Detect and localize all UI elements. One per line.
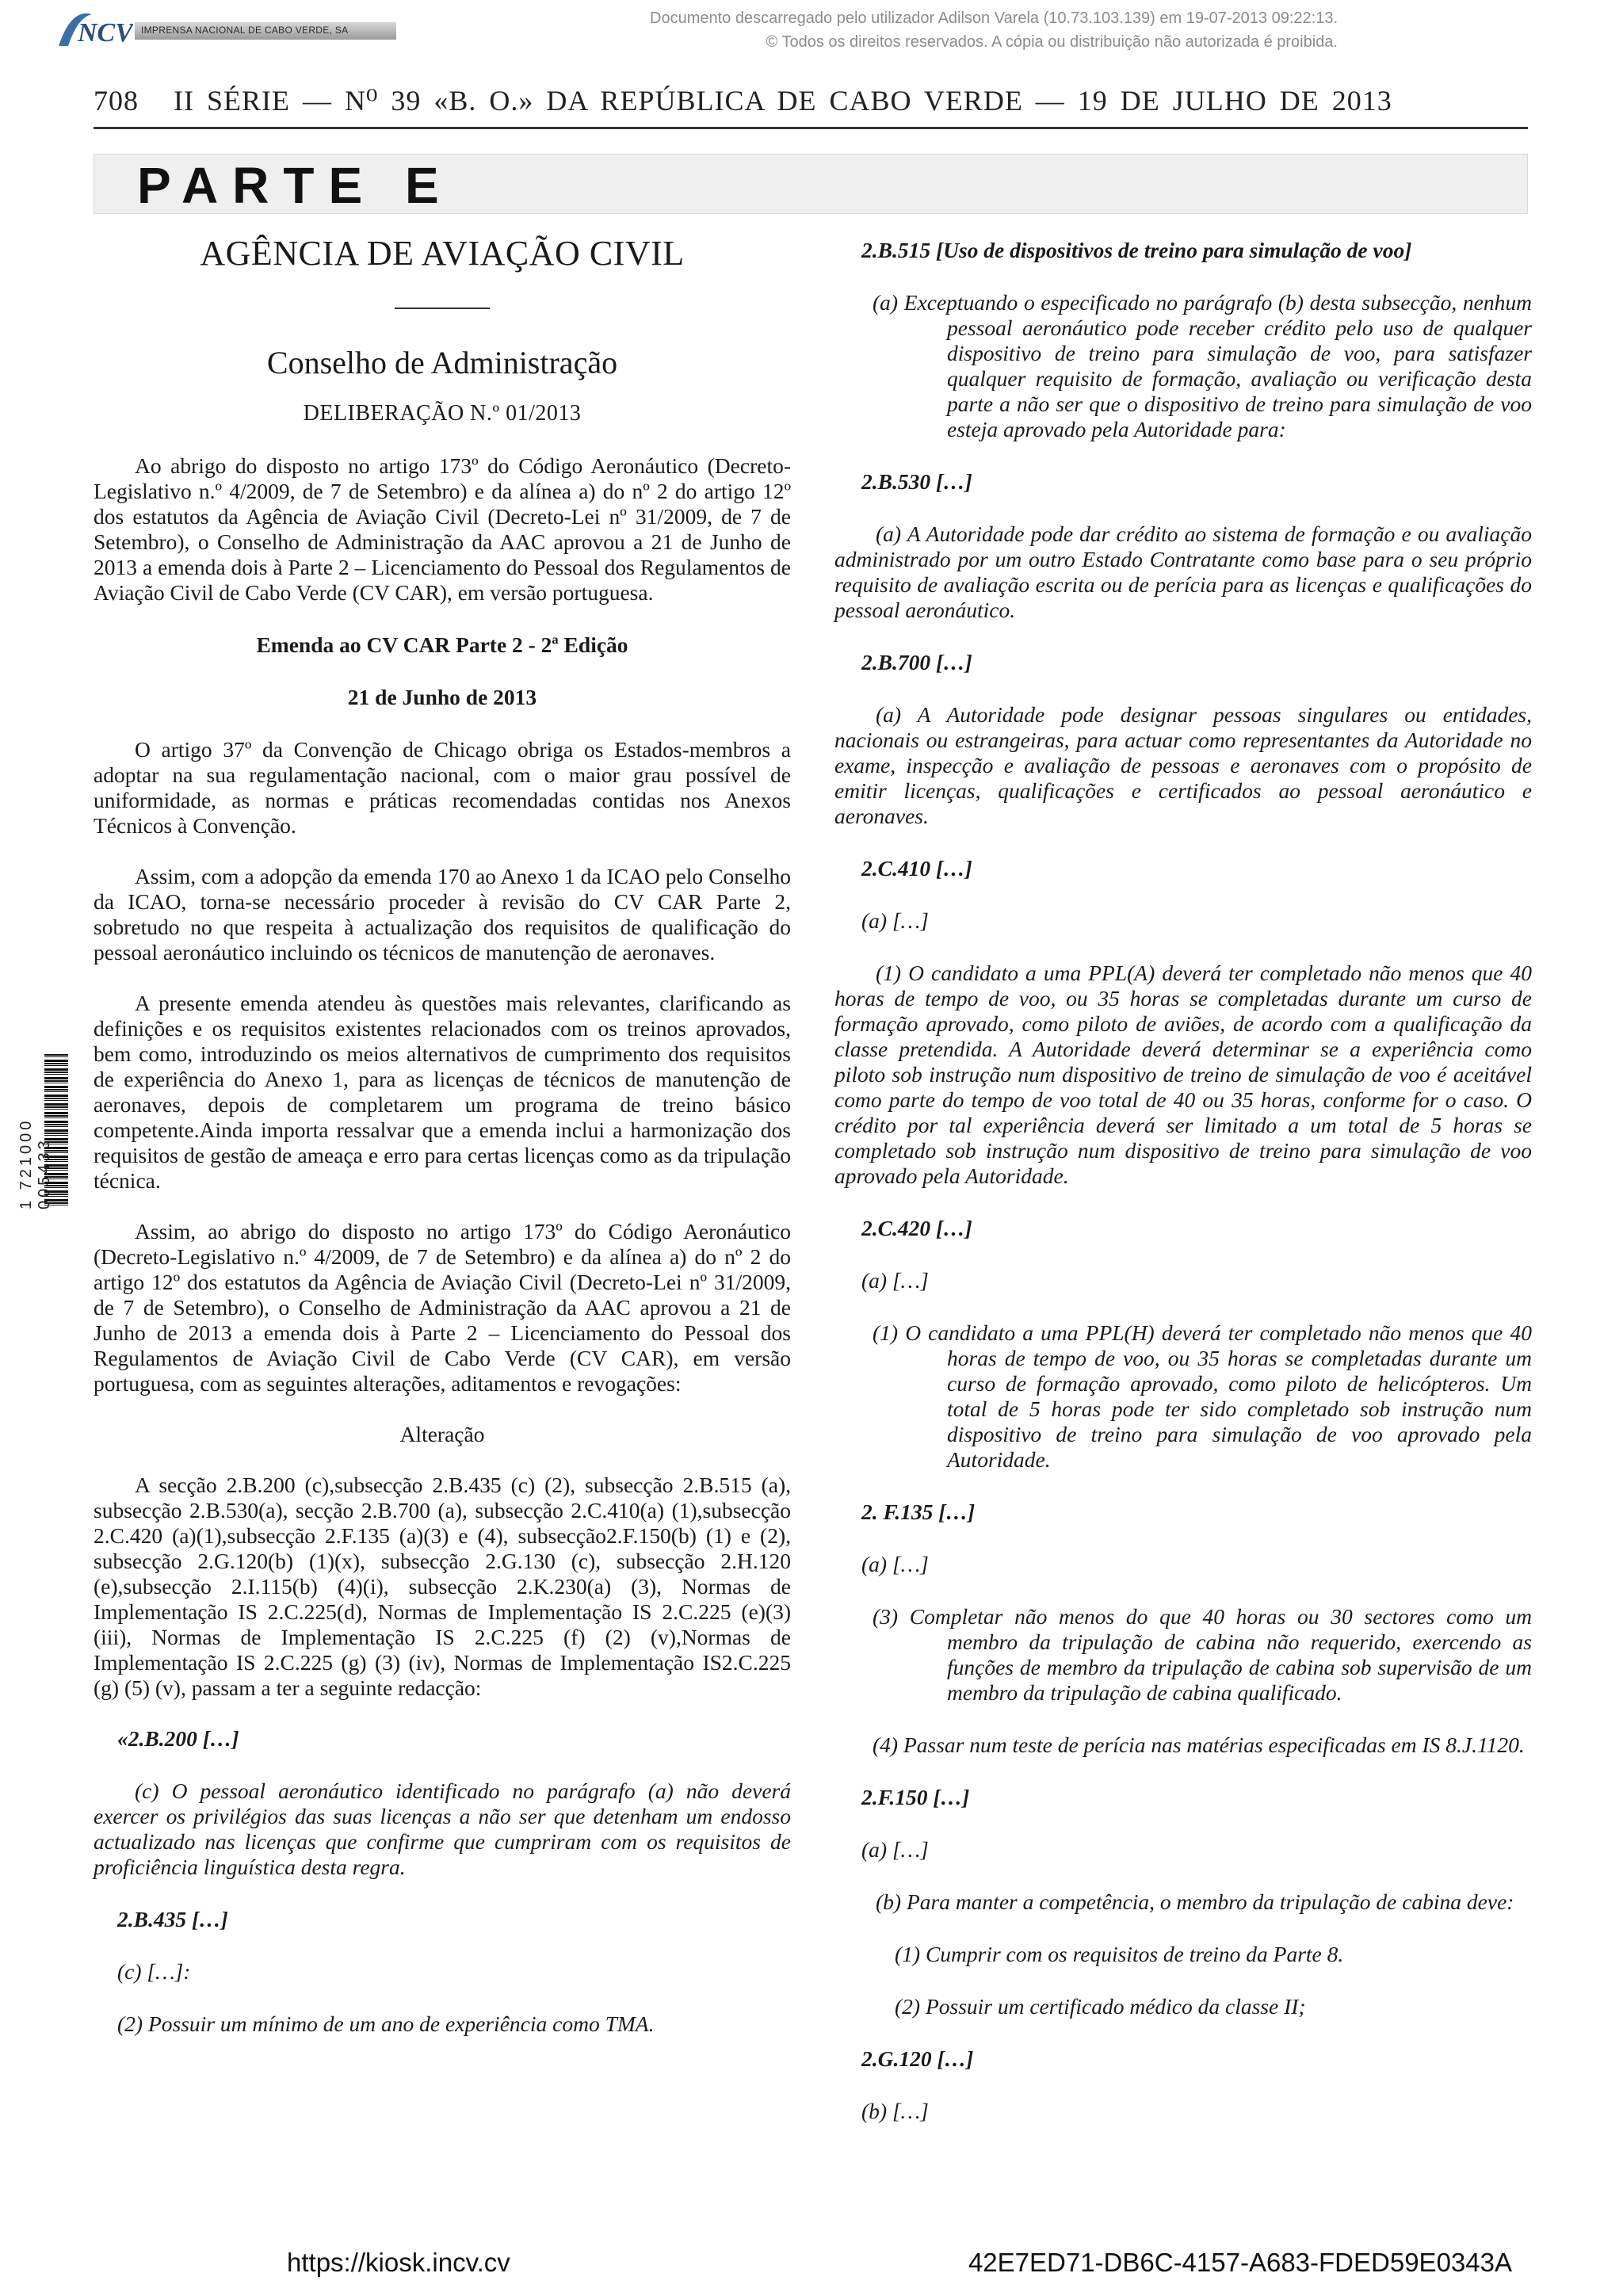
- alteracao-heading: Alteração: [399, 1422, 485, 1446]
- section-2b700-a: (a) A Autoridade pode designar pessoas singulares ou entidades, nacionais ou estrangeiras, para actuar como representantes da Autoridade no exame, inspecção e avaliação de pessoas e aeronaves com o propósito de emitir licenças, qualificações e certificados ao pessoal aeronáutico e aeronaves.: [834, 702, 1532, 828]
- running-head: [94, 84, 1528, 122]
- deliberation-number: DELIBERAÇÃO N.º 01/2013: [303, 401, 582, 426]
- publisher-name: IMPRENSA NACIONAL DE CABO VERDE, SA: [141, 25, 349, 36]
- section-2b200-heading: «2.B.200 […]: [117, 1726, 239, 1751]
- section-2b435-heading: 2.B.435 […]: [117, 1907, 228, 1931]
- section-2b700-heading: 2.B.700 […]: [861, 650, 972, 674]
- section-2f135-3: (3) Completar não menos do que 40 horas ou 30 sectores como um membro da tripulação de cabina não requerido, exercendo as funções de membro da tripulação de cabina sob supervisão de um membro da tripulação de cabina qualificado.: [873, 1604, 1532, 1705]
- barcode-number: 1 721000 005433: [17, 1117, 53, 1209]
- section-2b200-c: (c) O pessoal aeronáutico identificado no parágrafo (a) não deverá exercer os privilégios das suas licenças a não ser que detenham um endosso actualizado nas licenças que confirme que cumpriram com os requisitos de proficiência linguística desta regra.: [94, 1778, 791, 1879]
- section-2c420-heading: 2.C.420 […]: [861, 1216, 972, 1240]
- part-banner: [94, 154, 1528, 214]
- page-number: 708: [94, 85, 139, 117]
- download-notice: [650, 6, 1338, 54]
- paragraph-chicago: O artigo 37º da Convenção de Chicago obriga os Estados-membros a adoptar na sua regulamentação nacional, com o maior grau possível de uniformidade, as normas e práticas recomendadas contidas nos Anexos Técnicos à Convenção.: [94, 737, 791, 838]
- document-id: 42E7ED71-DB6C-4157-A683-FDED59E0343A: [968, 2248, 1512, 2277]
- section-2f150-a: (a) […]: [861, 1837, 929, 1862]
- section-2b515-a: (a) Exceptuando o especificado no parágrafo (b) desta subsecção, nenhum pessoal aeronáutico pode receber crédito pelo uso de qualquer dispositivo de treino para simulação de voo, para satisfazer qualquer requisito de formação, avaliação ou verificação desta parte a não ser que o dispositivo de treino para simulação de voo esteja aprovado pela Autoridade para:: [873, 290, 1532, 441]
- amendment-date: 21 de Junho de 2013: [347, 685, 537, 709]
- download-notice-line1: Documento descarregado pelo utilizador Adilson Varela (10.73.103.139) em 19-07-2013 09:22:13.: [650, 10, 1338, 27]
- left-column: [94, 230, 791, 2037]
- header-rule: [94, 127, 1528, 129]
- section-2b435-2: (2) Possuir um mínimo de um ano de experiência como TMA.: [117, 2011, 655, 2036]
- incv-logo-icon: [54, 6, 133, 52]
- section-2f150-heading: 2.F.150 […]: [861, 1785, 970, 1809]
- download-notice-line2: © Todos os direitos reservados. A cópia ou distribuição não autorizada é proibida.: [766, 33, 1338, 51]
- publication-title: II SÉRIE — N⁰ 39 «B. O.» DA REPÚBLICA DE CABO VERDE — 19 DE JULHO DE 2013: [174, 85, 1392, 117]
- paragraph-sections-list: A secção 2.B.200 (c),subsecção 2.B.435 (c) (2), subsecção 2.B.515 (a), subsecção 2.B.530(a), secção 2.B.700 (a), subsecção 2.C.410(a) (1),subsecção 2.C.420 (a)(1),subsecção 2.F.135 (a)(3) e (4), subsecção2.F.150(b) (1) e (2), subsecção 2.G.120(b) (1)(x), subsecção 2.G.130 (c), subsecção 2.H.120 (e),subsecção 2.I.115(b) (4)(i), subsecção 2.K.230(a) (3), Normas de Implementação IS 2.C.225(d), Normas de Implementação IS 2.C.225 (e)(3) (iii), Normas de Implementação IS 2.C.225 (f) (2) (v),Normas de Implementação IS 2.C.225 (g) (3) (iv), Normas de Implementação IS2.C.225 (g) (5) (v), passam a ter a seguinte redacção:: [94, 1473, 791, 1700]
- section-2c410-1: (1) O candidato a uma PPL(A) deverá ter completado não menos que 40 horas de tempo de voo, ou 35 horas se completadas durante um curso de formação aprovado, como piloto de aviões, de acordo com a qualificação da classe pretendida. A Autoridade deverá determinar se a experiência como piloto sob instrução num dispositivo de treino de simulação de voo é aceitável como parte do tempo de voo total de 40 ou 35 horas, conforme for o caso. O crédito por tal experiência deverá ser limitado a um total de 5 horas se completado sob instrução num dispositivo de treino para simulação de voo aprovado pela Autoridade.: [834, 961, 1532, 1188]
- section-2b515-heading: 2.B.515 [Uso de dispositivos de treino para simulação de voo]: [861, 238, 1412, 262]
- section-2f135-a: (a) […]: [861, 1552, 929, 1576]
- agency-title: AGÊNCIA DE AVIAÇÃO CIVIL: [200, 234, 685, 273]
- section-2c410-a: (a) […]: [861, 908, 929, 933]
- right-column: [834, 230, 1532, 2124]
- svg-text:NCV: NCV: [78, 18, 133, 48]
- board-title: Conselho de Administração: [266, 345, 618, 380]
- section-2f135-heading: 2. F.135 […]: [861, 1499, 976, 1524]
- part-title: PARTE E: [137, 157, 453, 214]
- kiosk-url[interactable]: https://kiosk.incv.cv: [287, 2248, 510, 2277]
- section-2f135-4: (4) Passar num teste de perícia nas matérias especificadas em IS 8.J.1120.: [873, 1733, 1525, 1757]
- intro-paragraph: Ao abrigo do disposto no artigo 173º do Código Aeronáutico (Decreto-Legislativo n.º 4/2009, de 7 de Setembro) e da alínea a) do nº 2 do artigo 12º dos estatutos da Agência de Aviação Civil (Decreto-Lei nº 31/2009, de 7 de Setembro), o Conselho de Administração da AAC aprovou a 21 de Junho de 2013 a emenda dois à Parte 2 – Licenciamento do Pessoal dos Regulamentos de Aviação Civil de Cabo Verde (CV CAR), em versão portuguesa.: [94, 453, 791, 605]
- section-2f150-2: (2) Possuir um certificado médico da classe II;: [895, 1994, 1306, 2019]
- publisher-logo: [48, 3, 396, 55]
- paragraph-approval: Assim, ao abrigo do disposto no artigo 173º do Código Aeronáutico (Decreto-Legislativo n.º 4/2009, de 7 de Setembro) e da alínea a) do nº 2 do artigo 12º dos estatutos da Agência de Aviação Civil (Decreto-Lei nº 31/2009, de 7 de Setembro), o Conselho de Administração da AAC aprovou a 21 de Junho de 2013 a emenda dois à Parte 2 – Licenciamento do Pessoal dos Regulamentos de Aviação Civil de Cabo Verde (CV CAR), em versão portuguesa, com as seguintes alterações, aditamentos e revogações:: [94, 1219, 791, 1396]
- title-divider: [395, 308, 490, 309]
- section-2f150-1: (1) Cumprir com os requisitos de treino da Parte 8.: [895, 1942, 1344, 1966]
- amendment-title: Emenda ao CV CAR Parte 2 - 2ª Edição: [256, 632, 628, 657]
- section-2b435-c: (c) […]:: [117, 1959, 191, 1984]
- section-2g120-heading: 2.G.120 […]: [861, 2046, 974, 2071]
- section-2b530-a: (a) A Autoridade pode dar crédito ao sistema de formação e ou avaliação administrado por um outro Estado Contratante como base para o seu próprio requisito de avaliação escrita ou de perícia para as licenças e qualificações do pessoal aeronáutico.: [834, 521, 1532, 622]
- section-2b530-heading: 2.B.530 […]: [861, 469, 972, 494]
- section-2c420-1: (1) O candidato a uma PPL(H) deverá ter completado não menos que 40 horas de tempo de voo, ou 35 horas se completadas durante um curso de formação aprovado, como piloto de helicópteros. Um total de 5 horas pode ter sido completado sob instrução num dispositivo de treino para simulação de voo aprovado pela Autoridade.: [873, 1320, 1532, 1472]
- section-2c420-a: (a) […]: [861, 1268, 929, 1293]
- section-2c410-heading: 2.C.410 […]: [861, 856, 972, 881]
- section-2f150-b: (b) Para manter a competência, o membro da tripulação de cabina deve:: [876, 1889, 1514, 1914]
- paragraph-scope: A presente emenda atendeu às questões mais relevantes, clarificando as definições e os requisitos existentes relacionados com os treinos aprovados, bem como, introduzindo os meios alternativos de cumprimento dos requisitos de experiência do Anexo 1, para as licenças de técnicos de manutenção de aeronaves, depois de completarem um programa de treino básico competente.Ainda importa ressalvar que a emenda inclui a harmonização dos requisitos de gestão de ameaça e erro para certas licenças como as da tripulação técnica.: [94, 991, 791, 1193]
- section-2g120-b: (b) […]: [861, 2099, 929, 2123]
- paragraph-icao: Assim, com a adopção da emenda 170 ao Anexo 1 da ICAO pelo Conselho da ICAO, torna-se necessário proceder à revisão do CV CAR Parte 2, sobretudo no que respeita à actualização dos requisitos de qualificação do pessoal aeronáutico incluindo os técnicos de manutenção de aeronaves.: [94, 864, 791, 965]
